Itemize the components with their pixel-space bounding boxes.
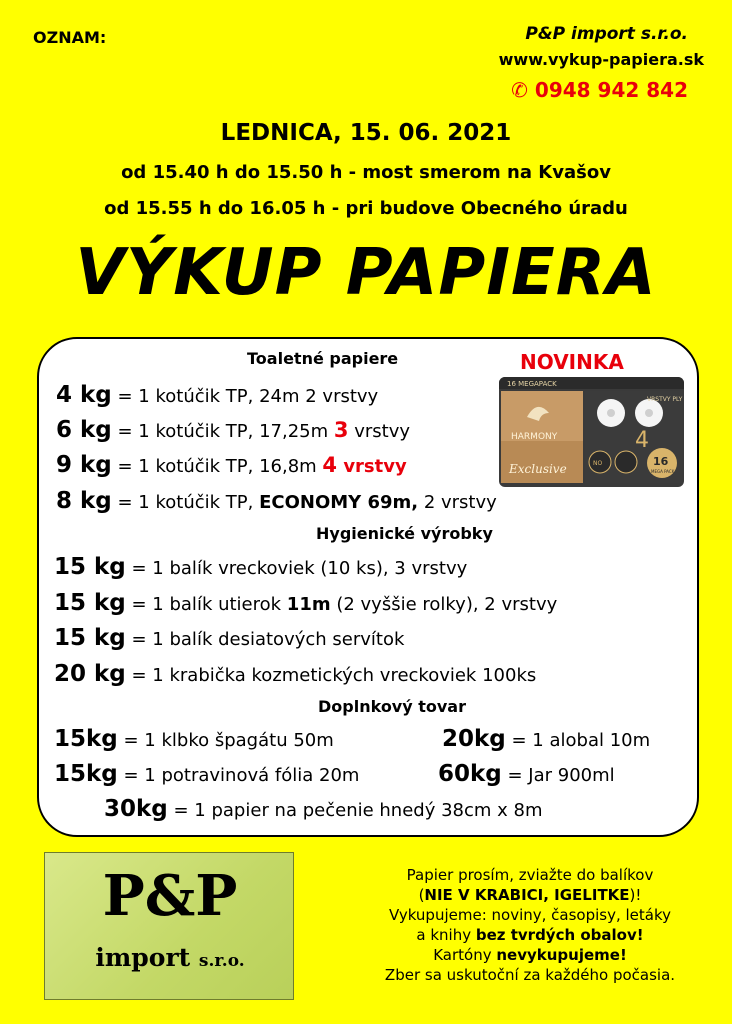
row-text: = 1 alobal 10m <box>505 730 651 751</box>
product-photo <box>499 377 684 487</box>
hygiene-heading: Hygienické výrobky <box>316 524 493 543</box>
event-date: LEDNICA, 15. 06. 2021 <box>220 120 512 146</box>
row-text: = 1 balík utierok <box>125 594 287 615</box>
product-brand: HARMONY <box>511 432 558 442</box>
row-kg: 15kg <box>54 726 118 752</box>
notice-line-4: a knihy bez tvrdých obalov! <box>416 926 644 944</box>
row-kg: 9 kg <box>56 452 112 478</box>
row-text-end: vrstvy <box>348 421 411 442</box>
phone-icon: ✆ <box>511 78 528 102</box>
extra-row-5 <box>104 796 543 822</box>
row-text: = 1 balík vreckoviek (10 ks), 3 vrstvy <box>125 558 468 579</box>
extra-row-4 <box>438 761 615 787</box>
product-line: Exclusive <box>509 462 567 476</box>
toilet-row-1 <box>56 382 378 408</box>
row-text-end: (2 vyššie rolky), 2 vrstvy <box>330 594 558 615</box>
company-website[interactable]: www.vykup-papiera.sk <box>498 50 704 69</box>
logo-main-text: P&P <box>102 863 238 929</box>
row-highlight: 11m <box>286 594 331 615</box>
event-time-1: od 15.40 h do 15.50 h - most smerom na Kvašov <box>121 162 611 183</box>
row-highlight: 3 <box>333 418 349 442</box>
extra-row-1 <box>54 726 334 752</box>
event-time-2: od 15.55 h do 16.05 h - pri budove Obecného úradu <box>104 198 628 219</box>
notice-line-5: Kartóny nevykupujeme! <box>433 946 627 964</box>
row-text: = 1 kotúčik TP, 24m 2 vrstvy <box>111 386 379 407</box>
row-text: = 1 potravinová fólia 20m <box>117 765 360 786</box>
row-kg: 20 kg <box>54 661 126 687</box>
row-text: = 1 klbko špagátu 50m <box>117 730 334 751</box>
product-layers: VRSTVY PLY <box>647 396 683 403</box>
logo-subtitle <box>45 943 295 972</box>
row-kg: 6 kg <box>56 417 112 443</box>
notice-highlight: nevykupujeme! <box>496 946 627 964</box>
row-kg: 60kg <box>438 761 502 787</box>
product-no-perfume: NO <box>593 460 603 467</box>
notice-line-1: Papier prosím, zviažte do balíkov <box>406 866 654 884</box>
row-highlight: ECONOMY 69m, <box>259 492 419 513</box>
toilet-row-3 <box>56 452 407 478</box>
company-phone[interactable] <box>511 78 688 102</box>
row-text-end: 2 vrstvy <box>418 492 497 513</box>
row-highlight: 4 <box>322 453 338 477</box>
row-kg: 20kg <box>442 726 506 752</box>
row-kg: 15 kg <box>54 625 126 651</box>
hygiene-row-2 <box>54 590 557 616</box>
logo-word: import <box>95 943 191 972</box>
notice-label: OZNAM: <box>33 28 107 47</box>
row-text-end: vrstvy <box>337 456 407 477</box>
novinka-label: NOVINKA <box>520 350 624 374</box>
extra-row-3 <box>54 761 359 787</box>
row-kg: 4 kg <box>56 382 112 408</box>
toilet-paper-heading: Toaletné papiere <box>247 349 399 368</box>
notice-line-6: Zber sa uskutoční za každého počasia. <box>384 966 676 984</box>
row-kg: 15 kg <box>54 590 126 616</box>
row-kg: 30kg <box>104 796 168 822</box>
company-name: P&P import s.r.o. <box>525 24 688 44</box>
collection-notice <box>330 865 730 985</box>
hygiene-row-3 <box>54 625 404 651</box>
row-text: = 1 kotúčik TP, 17,25m <box>111 421 334 442</box>
row-text: = 1 balík desiatových servítok <box>125 629 405 650</box>
product-pack-label: 16 MEGAPACK <box>507 380 557 388</box>
notice-line-3: Vykupujeme: noviny, časopisy, letáky <box>388 906 672 924</box>
toilet-row-4 <box>56 488 497 514</box>
row-text: = Jar 900ml <box>501 765 615 786</box>
svg-text:4: 4 <box>635 428 649 453</box>
row-kg: 8 kg <box>56 488 112 514</box>
hygiene-row-1 <box>54 554 467 580</box>
hygiene-row-4 <box>54 661 536 687</box>
extra-goods-heading: Doplnkový tovar <box>318 697 466 716</box>
product-badge-text: MEGA PACK <box>651 469 675 474</box>
row-text: = 1 kotúčik TP, <box>111 492 260 513</box>
toilet-paper-product-image <box>499 377 684 487</box>
company-logo <box>44 852 294 1000</box>
logo-suffix: s.r.o. <box>198 951 245 971</box>
extra-row-2 <box>442 726 650 752</box>
row-kg: 15 kg <box>54 554 126 580</box>
notice-highlight: bez tvrdých obalov! <box>475 926 644 944</box>
notice-highlight: NIE V KRABICI, IGELITKE <box>424 886 630 904</box>
product-badge-number: 16 <box>653 455 669 468</box>
phone-number: 0948 942 842 <box>534 78 688 102</box>
row-text: = 1 kotúčik TP, 16,8m <box>111 456 323 477</box>
toilet-row-2 <box>56 417 410 443</box>
notice-line-2: (NIE V KRABICI, IGELITKE)! <box>418 886 642 904</box>
row-text: = 1 krabička kozmetických vreckoviek 100ks <box>125 665 537 686</box>
headline: VÝKUP PAPIERA <box>75 236 657 310</box>
row-kg: 15kg <box>54 761 118 787</box>
row-text: = 1 papier na pečenie hnedý 38cm x 8m <box>167 800 543 821</box>
